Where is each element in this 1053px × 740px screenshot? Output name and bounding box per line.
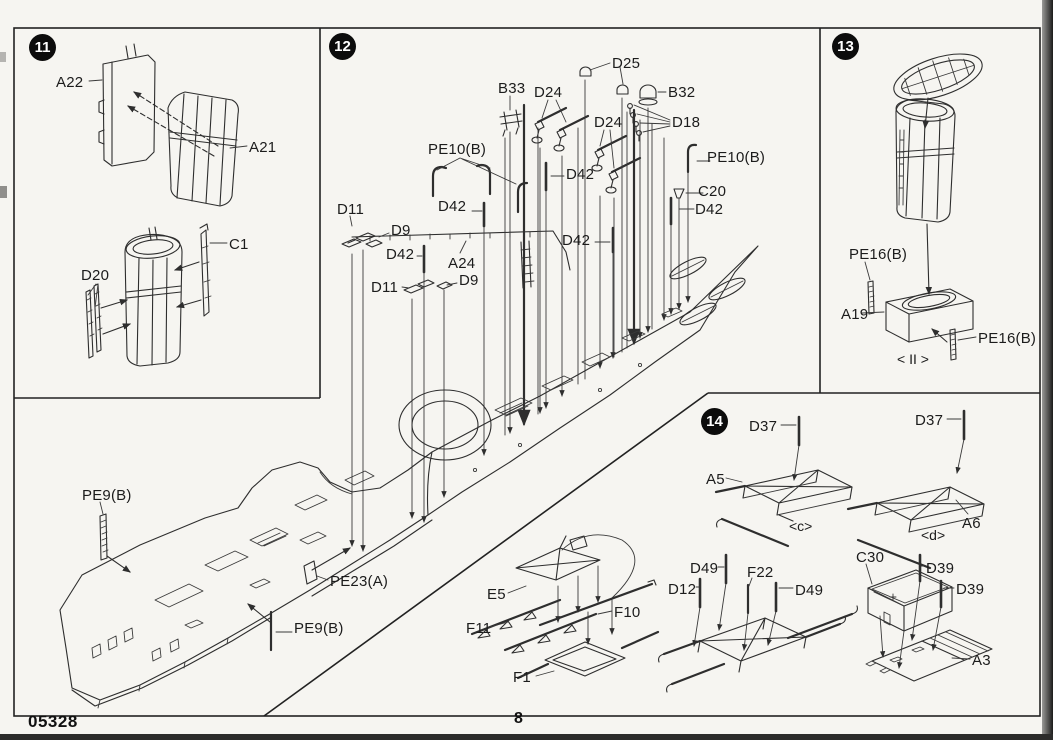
part-label-a6: A6 [962, 515, 981, 532]
part-label-pe23: PE23(A) [330, 573, 389, 590]
part-label-f11: F11 [466, 620, 492, 637]
part-label-a22: A22 [56, 74, 84, 91]
deck-details [155, 308, 682, 628]
step11-drawing [86, 44, 247, 366]
part-label-c1: C1 [229, 236, 249, 253]
frame-e-assembly [659, 606, 858, 692]
step-12-badge: 12 [329, 33, 356, 60]
part-label-c30: C30 [856, 549, 885, 566]
part-label-d42-e: D42 [562, 232, 591, 249]
part-label-d42-d: D42 [386, 246, 415, 263]
part-label-pe9-top: PE9(B) [82, 487, 132, 504]
part-label-a5: A5 [706, 471, 725, 488]
part-label-a3: A3 [972, 652, 991, 669]
part-label-d39-a: D39 [926, 560, 955, 577]
part-label-a21: A21 [249, 139, 277, 156]
part-label-d25: D25 [612, 55, 641, 72]
part-label-f22: F22 [747, 564, 774, 581]
part-label-pe10-left: PE10(B) [428, 141, 487, 158]
part-label-d20: D20 [81, 267, 110, 284]
part-label-pe16-bottom: PE16(B) [978, 330, 1037, 347]
funnel-body [895, 97, 955, 222]
part-label-d18: D18 [672, 114, 701, 131]
gun-d24-pair2 [592, 136, 640, 193]
part-label-d11-b: D11 [371, 279, 399, 296]
scan-edge-right [1042, 0, 1053, 740]
part-label-d9-b: D9 [459, 272, 479, 289]
drop-lines [352, 80, 688, 551]
part-label-d37-right: D37 [915, 412, 944, 429]
part-label-pe9-bottom: PE9(B) [294, 620, 344, 637]
part-label-b32: B32 [668, 84, 696, 101]
part-label-d49-b: D49 [795, 582, 824, 599]
step13-drawing [862, 45, 988, 360]
step-11-badge: 11 [29, 34, 56, 61]
scan-mark-2 [0, 186, 7, 198]
part-label-d24-b: D24 [594, 114, 623, 131]
gun-d24-pair1 [532, 108, 588, 151]
step14-drawing [659, 411, 992, 692]
part-label-d39-b: D39 [956, 581, 985, 598]
page-number: 8 [514, 710, 523, 727]
step-14-badge: 14 [701, 408, 728, 435]
kit-number: 05328 [28, 712, 78, 731]
part-label-d37-left: D37 [749, 418, 778, 435]
step12-fittings-drawing [342, 63, 710, 551]
funnel-grille [888, 45, 987, 110]
part-label-a19: A19 [841, 306, 869, 323]
scan-mark-1 [0, 52, 6, 62]
part-label-pe10-right: PE10(B) [707, 149, 766, 166]
scan-edge-bottom [0, 734, 1053, 740]
part-label-d9-a: D9 [391, 222, 411, 239]
part-label-d24-a: D24 [534, 84, 563, 101]
pe16-strips [868, 281, 956, 360]
part-label-f1: F1 [513, 669, 531, 686]
part-label-d42-c: D42 [438, 198, 467, 215]
gantry-a5 [716, 470, 852, 546]
part-label-d42-a: D42 [566, 166, 595, 183]
part-label-d42-b: D42 [695, 201, 724, 218]
step12-ship-hull-drawing [60, 246, 758, 708]
part-label-a24: A24 [448, 255, 476, 272]
part-label-f10: F10 [614, 604, 641, 621]
part-label-d12: D12 [668, 581, 697, 598]
variant-caption: < II > [897, 351, 929, 367]
part-label-c20: C20 [698, 183, 727, 200]
part-label-pe16-top: PE16(B) [849, 246, 908, 263]
caption-c: <c> [789, 518, 813, 534]
caption-d: <d> [921, 527, 946, 543]
part-label-b33: B33 [498, 80, 526, 97]
part-label-d49-a: D49 [690, 560, 719, 577]
part-label-e5: E5 [487, 586, 506, 603]
base-a19 [886, 288, 973, 342]
step-13-badge: 13 [832, 33, 859, 60]
part-label-d11-a: D11 [337, 201, 365, 218]
